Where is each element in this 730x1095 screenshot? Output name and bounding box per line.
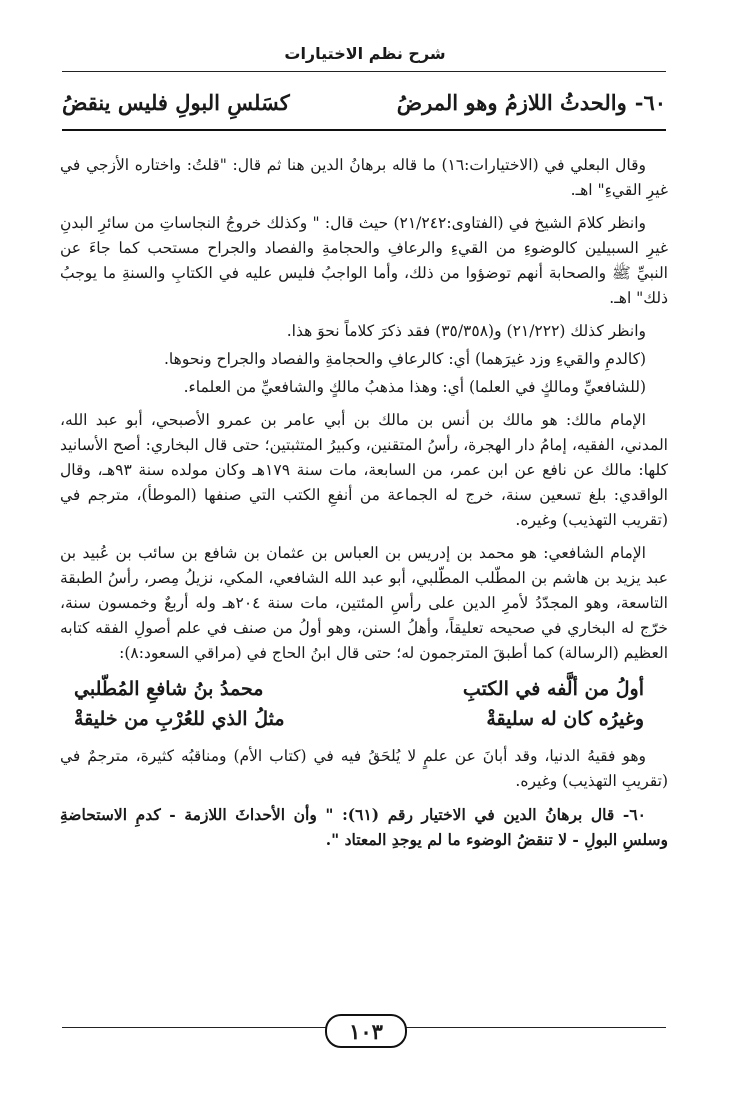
paragraph: وهو فقيهُ الدنيا، وقد أبانَ عن علمٍ لا يُلحَقُ فيه في (كتاب الأم) ومناقبُه كثيرة، مترجمٌ في (تقريبِ التهذيب) وغيره. xyxy=(60,747,668,790)
paragraph: وانظر كلامَ الشيخ في (الفتاوى:٢١/٢٤٢) حيث قال: " وكذلك خروجُ النجاساتِ من سائرِ البدنِ غيرِ السبيلين كالوضوءِ من القيءِ والرعافِ والحجامةِ والفصاد والجراح مستحب كما جاءَ عن النبيِّ ﷺ والصحابة أنهم توضؤوا من ذلك، وأما الواجبُ فليس عليه في الكتابِ والسنةِ ما يوجبُ ذلك" اهـ. xyxy=(60,214,668,307)
next-verse-note: ٦٠- قال برهانُ الدين في الاختيار رقم (٦١): " وأن الأحداثَ اللازمة - كدمِ الاستحاضةِ وسلسِ البولِ - لا تنقضُ الوضوء ما لم يوجدِ المعتاد ". xyxy=(60,805,668,849)
poem-hemistich-left: محمدُ بنُ شافعِ المُطّلبي xyxy=(74,678,264,700)
poem-hemistich-right: أولُ من ألَّفه في الكتبِ xyxy=(462,678,644,700)
verse-first-hemistich: والحدثُ اللازمُ وهو المرضُ xyxy=(396,89,627,115)
verse-number: ٦٠- xyxy=(634,89,666,115)
paragraph: (للشافعيِّ ومالكٍ في العلما) أي: وهذا مذهبُ مالكٍ والشافعيِّ من العلماء. xyxy=(183,378,646,396)
running-title: شرح نظم الاختيارات xyxy=(284,44,446,63)
poem-hemistich-left: مثلُ الذي للعُرْبِ من خليقةْ xyxy=(74,708,285,730)
verse-heading xyxy=(62,84,666,120)
poem xyxy=(60,674,668,734)
paragraph: وقال البعلي في (الاختيارات:١٦) ما قاله برهانُ الدين هنا ثم قال: "قلتُ: واختاره الأزجي في غيرِ القيءِ" اهـ. xyxy=(60,156,668,199)
biography-malik: الإمام مالك: هو مالك بن أنس بن مالك بن أبي عامر بن عمرو الأصبحي، أبو عبد الله، المدني، الفقيه، إمامُ دار الهجرة، رأسُ المتقنين، وكبيرُ المتثبتين؛ حتى قال البخاري: أصح الأسانيد كلها: مالك عن نافع عن ابن عمر، من السابعة، مات سنة ١٧٩هـ وكان مولده سنة ٩٣هـ، وقال الواقدي: بلغ تسعين سنة، خرج له الجماعة من أنفعِ الكتب التي صنفها (الموطأ)، مترجم في (تقريب التهذيب) وغيره. xyxy=(60,411,668,529)
poem-hemistich-right: وغيرُه كان له سليقةْ xyxy=(486,708,644,730)
paragraph: (كالدمِ والقيءِ وزد غيرَهما) أي: كالرعافِ والحجامةِ والفصاد والجراح ونحوها. xyxy=(164,350,646,368)
biography-shafii: الإمام الشافعي: هو محمد بن إدريس بن العباس بن عثمان بن شافع بن سائب بن عُبيد بن عبد يزيد بن هاشم بن المطّلب المطّلبي، أبو عبد الله الشافعي، المكي، نزيلُ مِصر، رأسُ الطبقة التاسعة، وهو المجدّدُ لأمرِ الدين على رأسِ المئتين، مات سنة ٢٠٤هـ وله أربعٌ وخمسون سنة، خرّج له البخاري في صحيحه تعليقاً، وأهلُ السنن، وهو أولُ من صنف في علم أصولِ الفقه كتابه العظيم (الرسالة) كما أطبقَ المترجمون له؛ حتى قال ابنُ الحاج في (مراقي السعود:٨): xyxy=(60,544,668,662)
verse-second-hemistich: كسَلسِ البولِ فليس ينقضُ xyxy=(62,89,290,115)
header-rule xyxy=(62,71,666,72)
paragraph: وانظر كذلك (٢١/٢٢٢) و(٣٥/٣٥٨) فقد ذكرَ كلاماً نحوَ هذا. xyxy=(286,322,646,340)
commentary-body xyxy=(60,153,668,860)
verse-rule xyxy=(62,129,666,131)
poem-line xyxy=(60,704,668,734)
page-number: ١٠٣ xyxy=(325,1014,407,1048)
poem-line xyxy=(60,674,668,704)
